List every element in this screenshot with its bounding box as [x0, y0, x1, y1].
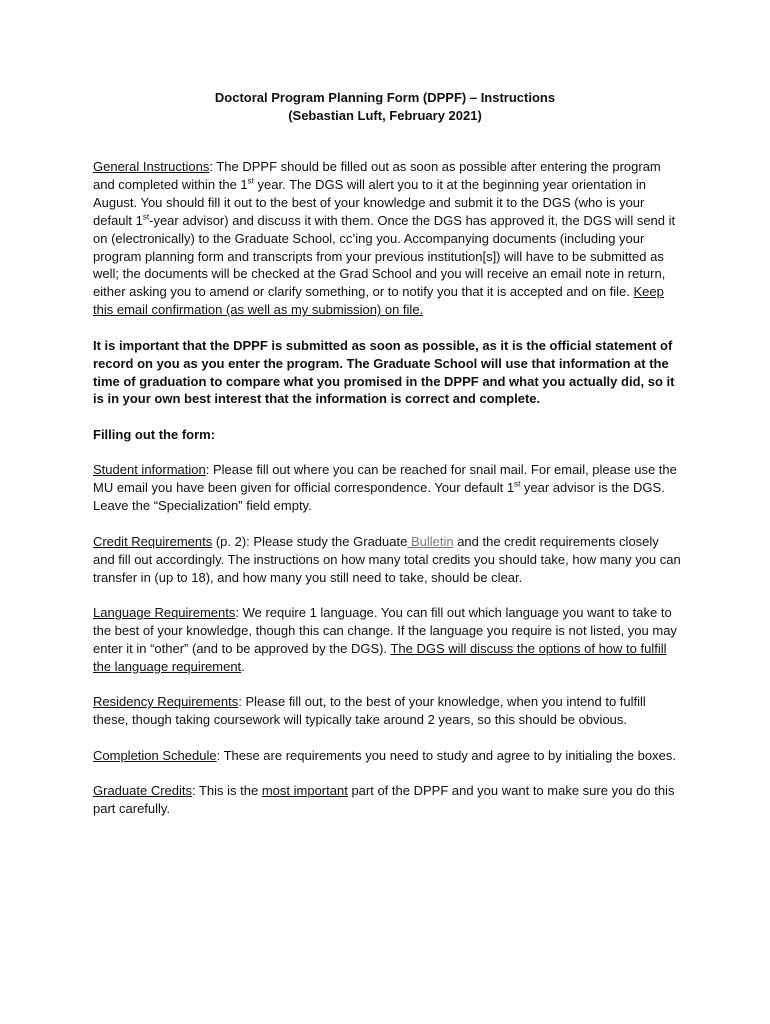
credit-requirements-heading: Credit Requirements	[93, 533, 213, 549]
title-line-2: (Sebastian Luft, February 2021)	[288, 108, 482, 123]
language-options-note: The DGS will discuss the options of how to fulfill the language requirement	[93, 640, 667, 674]
language-text-1: : We require 1 language. You can fill out which language you want to take to the best of your knowledge, though this can change. If the language you require is not listed, you may enter it in “other” (and to be approved by the DGS).	[93, 605, 677, 656]
credit-text-1: (p. 2): Please study the Graduate	[212, 533, 408, 549]
language-requirements-heading: Language Requirements	[93, 605, 236, 621]
residency-text-1: : Please fill out, to the best of your knowledge, when you intend to fulfill these, though taking coursework will typically take around 2 years, so this should be obvious.	[93, 694, 646, 728]
residency-requirements-paragraph	[93, 693, 683, 729]
graduate-text-2: part of the DPPF and you want to make sure you do this part carefully.	[93, 783, 675, 817]
graduate-credits-paragraph	[93, 782, 683, 818]
general-text-3: -year advisor) and discuss it with them. Once the DGS has approved it, the DGS will send it on (electronically) to the Graduate School, cc’ing you. Accompanying documents (including your program planning form and transcripts from your previous institution[s]) will have to be submitted as well; the documents will be checked at the Grad School and you will receive an email note in return, either asking you to amend or clarify something, or to notify you that it is accepted and on file.	[93, 212, 676, 300]
important-paragraph: It is important that the DPPF is submitted as soon as possible, as it is the official statement of record on you as you enter the program. The Graduate School will use that information at the time of graduation to compare what you promised in the DPPF and what you actually did, so it is in your own best interest that the information is correct and complete.	[93, 337, 675, 407]
graduate-credits-heading: Graduate Credits	[93, 783, 192, 799]
credit-text-2: and the credit requirements closely and fill out accordingly. The instructions on how many total credits you should take, how many you can transfer in (up to 18), and how many you still need to take, should be clear.	[93, 533, 681, 585]
general-instructions-heading: General Instructions	[93, 159, 210, 174]
document-body	[93, 158, 683, 836]
student-text-2: year advisor is the DGS. Leave the “Specialization” field empty.	[93, 480, 665, 514]
filling-out-heading: Filling out the form:	[93, 426, 216, 442]
general-text-1: : The DPPF should be filled out as soon as possible after entering the program and completed within the 1	[93, 159, 661, 192]
page-title	[0, 89, 770, 125]
student-text-1: : Please fill out where you can be reached for snail mail. For email, please use the MU email you have been given for official correspondence. Your default 1	[93, 462, 677, 496]
residency-requirements-heading: Residency Requirements	[93, 694, 239, 710]
student-information-heading: Student information	[93, 462, 206, 478]
language-requirements-paragraph	[93, 604, 683, 676]
language-text-2: .	[241, 658, 245, 674]
completion-schedule-heading: Completion Schedule	[93, 747, 217, 763]
graduate-text-1: : This is the	[192, 783, 262, 799]
title-line-1: Doctoral Program Planning Form (DPPF) – Instructions	[214, 90, 556, 105]
keep-confirmation-note: Keep this email confirmation (as well as my submission) on file.	[93, 284, 664, 318]
completion-text-1: : These are requirements you need to study and agree to by initialing the boxes.	[216, 747, 676, 763]
general-instructions-paragraph	[93, 158, 683, 319]
credit-requirements-paragraph	[93, 533, 683, 587]
student-information-paragraph	[93, 461, 683, 515]
most-important-emphasis: most important	[261, 783, 348, 799]
bulletin-link[interactable]: Bulletin	[407, 533, 454, 549]
general-sup-2: st	[142, 212, 150, 222]
completion-schedule-paragraph	[93, 747, 683, 765]
general-sup-1: st	[247, 176, 254, 186]
general-text-2: year. The DGS will alert you to it at the beginning year orientation in August. You should fill it out to the best of your knowledge and submit it to the DGS (who is your default 1	[93, 176, 647, 228]
student-sup: st	[514, 480, 521, 490]
